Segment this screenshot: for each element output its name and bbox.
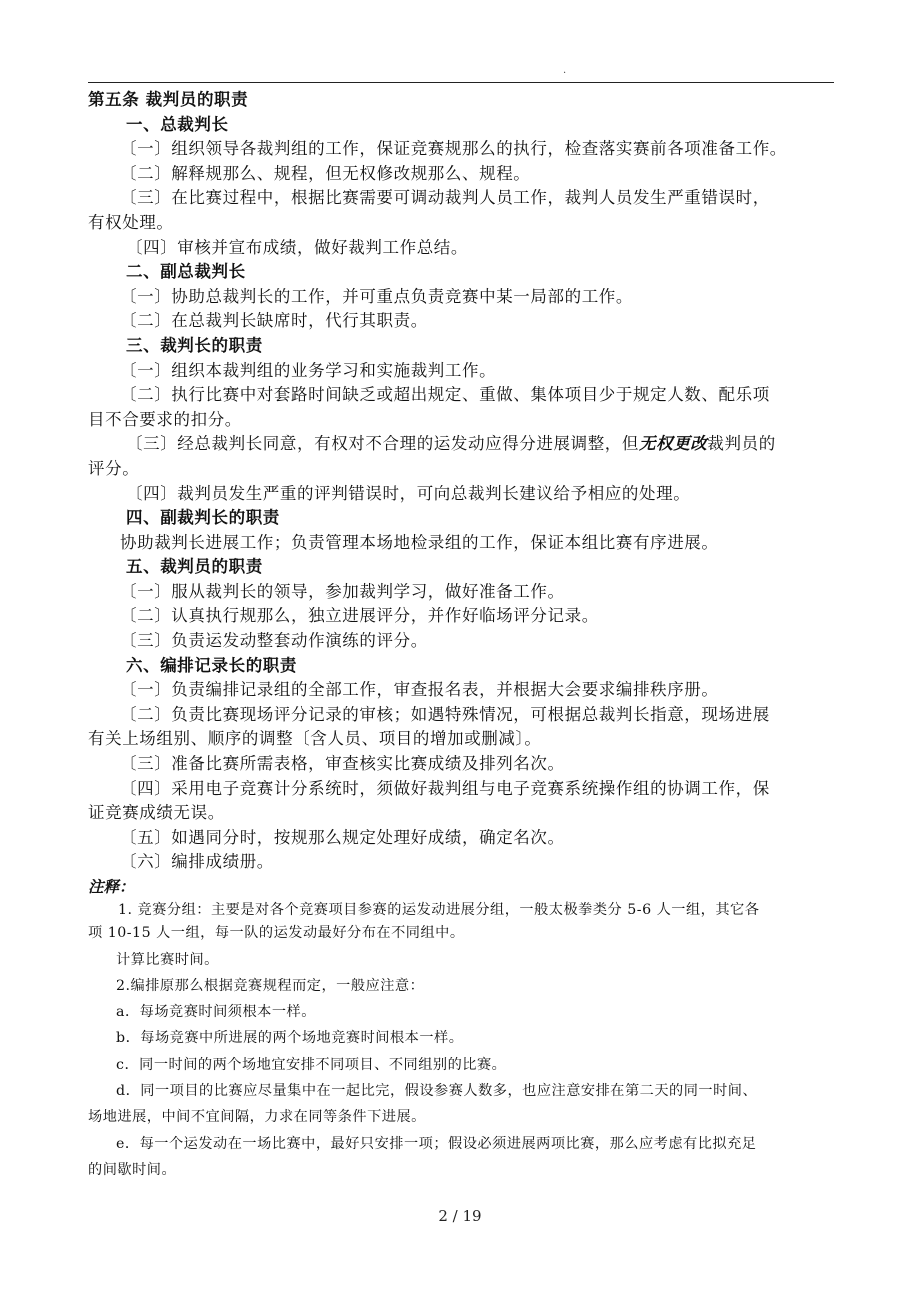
header-mark: . xyxy=(563,65,567,76)
page-number: 2 / 19 xyxy=(438,1207,482,1225)
clause: 〔四〕裁判员发生严重的评判错误时，可向总裁判长建议给予相应的处理。 xyxy=(126,483,691,503)
clause: 协助裁判长进展工作；负责管理本场地检录组的工作，保证本组比赛有序进展。 xyxy=(120,532,719,552)
clause: 〔四〕采用电子竞赛计分系统时，须做好裁判组与电子竞赛系统操作组的协调工作，保 xyxy=(120,778,770,798)
clause: 〔一〕服从裁判长的领导，参加裁判学习，做好准备工作。 xyxy=(120,581,565,601)
section-heading: 三、裁判长的职责 xyxy=(126,335,263,355)
note-line: 场地进展，中间不宜间隔，力求在同等条件下进展。 xyxy=(88,1109,426,1126)
note-line: d．同一项目的比赛应尽量集中在一起比完，假设参赛人数多，也应注意安排在第二天的同一时间、 xyxy=(116,1083,758,1100)
section-heading: 一、总裁判长 xyxy=(126,114,229,134)
clause xyxy=(88,432,836,457)
notes-block xyxy=(88,875,836,1182)
clause: 〔二〕解释规那么、规程，但无权修改规那么、规程。 xyxy=(120,163,531,183)
clause: 〔六〕编排成绩册。 xyxy=(120,852,274,872)
clause: 〔二〕负责比赛现场评分记录的审核；如遇特殊情况，可根据总裁判长指意，现场进展 xyxy=(120,704,770,724)
clause: 〔三〕在比赛过程中，根据比赛需要可调动裁判人员工作，裁判人员发生严重错误时， xyxy=(120,188,770,208)
note-line: 的间歇时间。 xyxy=(88,1161,177,1178)
header-rule xyxy=(88,82,834,83)
clause-continuation: 有关上场组别、顺序的调整〔含人员、项目的增加或删减〕。 xyxy=(88,729,542,749)
note-line: c．同一时间的两个场地宜安排不同项目、不同组别的比赛。 xyxy=(116,1056,507,1073)
clause-text: 裁判员的 xyxy=(707,434,776,454)
notes-title: 注释： xyxy=(88,877,135,896)
clause: 〔三〕准备比赛所需表格，审查核实比赛成绩及排列名次。 xyxy=(120,754,565,774)
clause: 〔一〕协助总裁判长的工作，并可重点负责竞赛中某一局部的工作。 xyxy=(120,286,633,306)
clause: 〔二〕在总裁判长缺席时，代行其职责。 xyxy=(120,311,428,331)
clause: 〔三〕负责运发动整套动作演练的评分。 xyxy=(120,631,428,651)
document-body xyxy=(88,88,836,1182)
clause: 〔一〕组织本裁判组的业务学习和实施裁判工作。 xyxy=(120,360,497,380)
note-line: 计算比赛时间。 xyxy=(116,951,219,968)
clause-continuation: 有权处理。 xyxy=(88,212,174,232)
emphasis-text: 无权更改 xyxy=(639,434,708,454)
note-line: 2.编排原那么根据竞赛规程而定，一般应注意： xyxy=(116,977,425,994)
clause: 〔五〕如遇同分时，按规那么规定处理好成绩，确定名次。 xyxy=(120,827,565,847)
section-heading: 二、副总裁判长 xyxy=(126,262,246,282)
note-line: 项 10-15 人一组，每一队的运发动最好分布在不同组中。 xyxy=(88,925,465,942)
clause-continuation: 目不合要求的扣分。 xyxy=(88,409,242,429)
clause-continuation: 证竞赛成绩无误。 xyxy=(88,803,225,823)
section-heading: 六、编排记录长的职责 xyxy=(126,655,297,675)
clause: 〔二〕认真执行规那么，独立进展评分，并作好临场评分记录。 xyxy=(120,606,599,626)
note-line: a．每场竞赛时间须根本一样。 xyxy=(116,1004,316,1021)
clause: 〔二〕执行比赛中对套路时间缺乏或超出规定、重做、集体项目少于规定人数、配乐项 xyxy=(120,385,770,405)
section-heading: 四、副裁判长的职责 xyxy=(126,508,280,528)
note-line: b．每场竞赛中所进展的两个场地竞赛时间根本一样。 xyxy=(116,1030,464,1047)
clause: 〔四〕审核并宣布成绩，做好裁判工作总结。 xyxy=(126,237,468,257)
note-line: e．每一个运发动在一场比赛中，最好只安排一项；假设必须进展两项比赛，那么应考虑有比拟充足 xyxy=(116,1135,757,1152)
clause-text: 〔三〕经总裁判长同意，有权对不合理的运发动应得分进展调整，但 xyxy=(126,434,639,454)
clause-continuation: 评分。 xyxy=(88,458,140,478)
article-title: 第五条 裁判员的职责 xyxy=(88,90,249,109)
note-line: 1. 竞赛分组：主要是对各个竞赛项目参赛的运发动进展分组，一般太极拳类分 5-6 人一组，其它各 xyxy=(118,902,760,918)
section-heading: 五、裁判员的职责 xyxy=(126,557,263,577)
clause: 〔一〕组织领导各裁判组的工作，保证竞赛规那么的执行，检查落实赛前各项准备工作。 xyxy=(120,139,787,159)
clause: 〔一〕负责编排记录组的全部工作，审查报名表，并根据大会要求编排秩序册。 xyxy=(120,680,719,700)
